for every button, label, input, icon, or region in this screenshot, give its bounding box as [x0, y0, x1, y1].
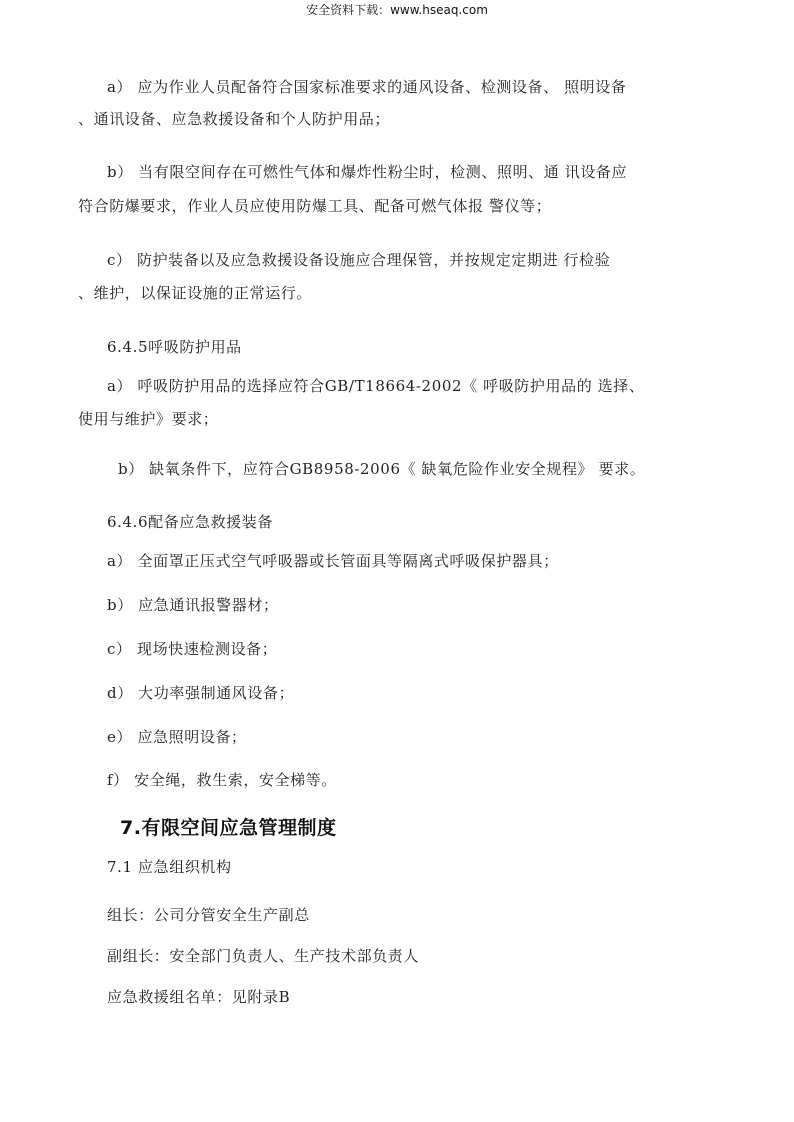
item-equipment-c: c） 现场快速检测设备；: [107, 640, 278, 658]
item-b-explosion-line1: b） 当有限空间存在可燃性气体和爆炸性粉尘时，检测、照明、通 讯设备应: [107, 163, 628, 181]
subsection-7-1-title: 7.1 应急组织机构: [107, 858, 232, 876]
subsection-6-4-5-title: 6.4.5呼吸防护用品: [107, 338, 242, 356]
item-equipment-d: d） 大功率强制通风设备；: [107, 684, 295, 702]
rescue-team-list-line: 应急救援组名单：见附录B: [107, 988, 291, 1006]
item-respirator-a-line1: a） 呼吸防护用品的选择应符合GB/T18664-2002《 呼吸防护用品的 选择、: [107, 377, 645, 395]
team-leader-line: 组长：公司分管安全生产副总: [107, 906, 310, 924]
deputy-leader-line: 副组长：安全部门负责人、生产技术部负责人: [107, 947, 420, 965]
item-c-maintenance-line1: c） 防护装备以及应急救援设备设施应合理保管，并按规定定期进 行检验: [107, 251, 611, 269]
page-header-source: 安全资料下载：www.hseaq.com: [306, 3, 488, 17]
item-equipment-f: f） 安全绳，救生索，安全梯等。: [107, 771, 337, 789]
subsection-6-4-6-title: 6.4.6配备应急救援装备: [107, 513, 273, 531]
item-respirator-a-line2: 使用与维护》要求；: [78, 410, 219, 428]
item-b-explosion-line2: 符合防爆要求，作业人员应使用防爆工具、配备可燃气体报 警仪等；: [78, 197, 552, 215]
section-7-heading: 7.有限空间应急管理制度: [120, 817, 337, 839]
item-a-ventilation-line1: a） 应为作业人员配备符合国家标准要求的通风设备、检测设备、 照明设备: [107, 78, 627, 96]
item-c-maintenance-line2: 、维护，以保证设施的正常运行。: [78, 284, 313, 302]
item-a-ventilation-line2: 、通讯设备、应急救援设备和个人防护用品；: [78, 110, 391, 128]
item-equipment-b: b） 应急通讯报警器材；: [107, 596, 279, 614]
item-respirator-b: b） 缺氧条件下，应符合GB8958-2006《 缺氧危险作业安全规程》 要求。: [118, 460, 646, 478]
item-equipment-e: e） 应急照明设备；: [107, 728, 247, 746]
item-equipment-a: a） 全面罩正压式空气呼吸器或长管面具等隔离式呼吸保护器具；: [107, 552, 559, 570]
